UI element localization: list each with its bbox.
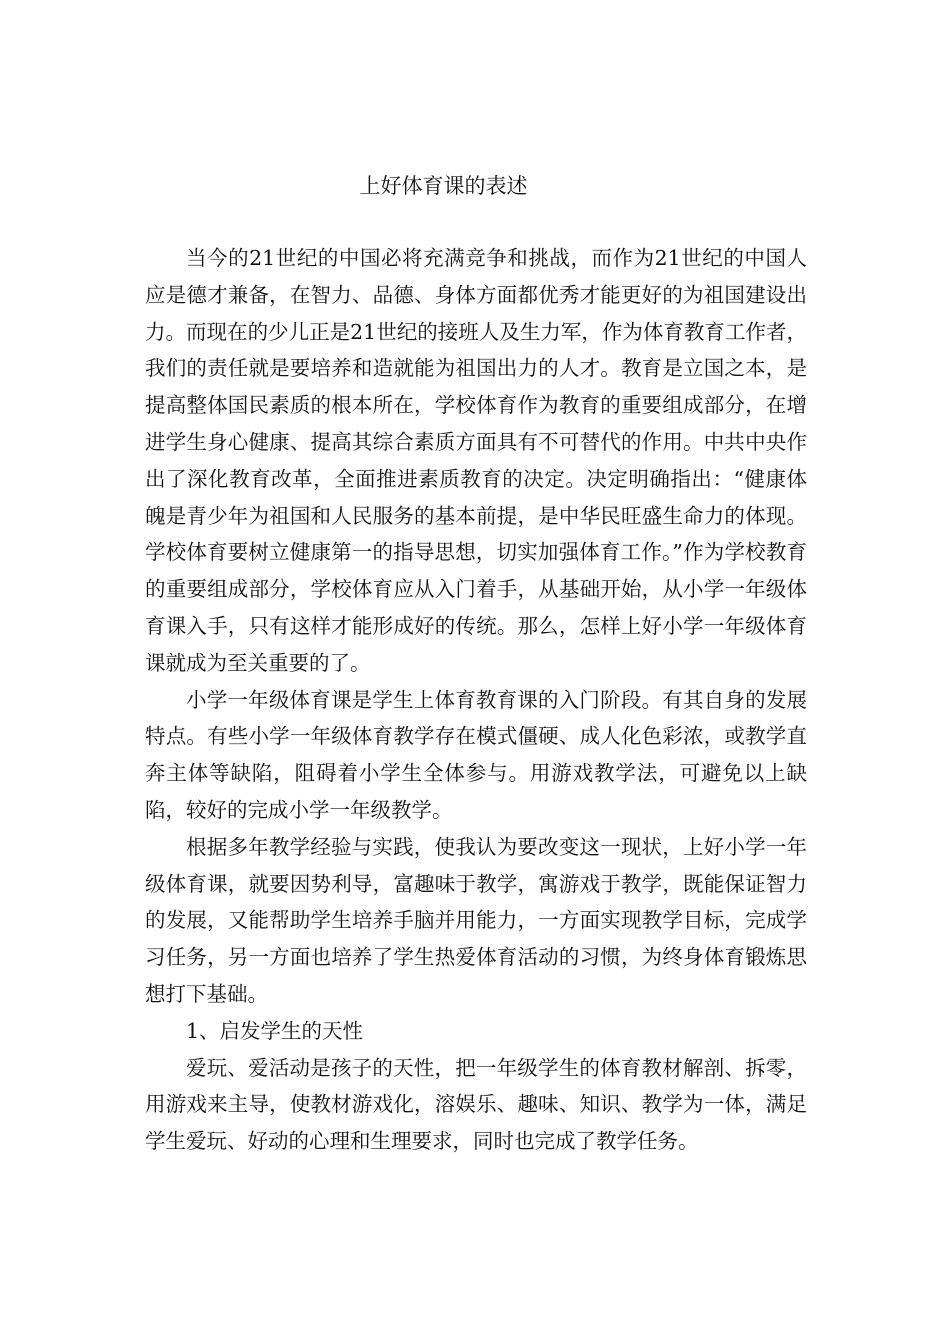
paragraph-grade-one: 小学一年级体育课是学生上体育教育课的入门阶段。有其自身的发展特点。有些小学一年级体育教学存在模式僵硬、成人化色彩浓，或教学直奔主体等缺陷，阻碍着小学生全体参与。用游戏教学法，可避免以上缺陷，较好的完成小学一年级教学。 — [145, 687, 807, 822]
paragraph-intro: 当今的21世纪的中国必将充满竞争和挑战，而作为21世纪的中国人应是德才兼备，在智力、品德、身体方面都优秀才能更好的为祖国建设出力。而现在的少儿正是21世纪的接班人及生力军，作为体育教育工作者，我们的责任就是要培养和造就能为祖国出力的人才。教育是立国之本，是提高整体国民素质的根本所在，学校体育作为教育的重要组成部分，在增进学生身心健康、提高其综合素质方面具有不可替代的作用。中共中央作出了深化教育改革，全面推进素质教育的决定。决定明确指出：“健康体魄是青少年为祖国和人民服务的基本前提，是中华民旺盛生命力的体现。学校体育要树立健康第一的指导思想，切实加强体育工作。”作为学校教育的重要组成部分，学校体育应从入门着手，从基础开始，从小学一年级体育课入手，只有这样才能形成好的传统。那么，怎样上好小学一年级体育课就成为至关重要的了。 — [145, 246, 807, 675]
document-title: 上好体育课的表述 — [359, 174, 528, 198]
paragraph-nature: 爱玩、爱活动是孩子的天性，把一年级学生的体育教材解剖、拆零，用游戏来主导，使教材游戏化，溶娱乐、趣味、知识、教学为一体，满足学生爱玩、好动的心理和生理要求，同时也完成了教学任务。 — [145, 1055, 807, 1154]
document-body — [145, 240, 807, 1160]
paragraph-experience: 根据多年教学经验与实践，使我认为要改变这一现状，上好小学一年级体育课，就要因势利导，富趣味于教学，寓游戏于教学，既能保证智力的发展，又能帮助学生培养手脑并用能力，一方面实现教学目标，完成学习任务，另一方面也培养了学生热爱体育活动的习惯，为终身体育锻炼思想打下基础。 — [145, 834, 807, 1006]
section-heading-1: 1、启发学生的天性 — [186, 1018, 364, 1043]
